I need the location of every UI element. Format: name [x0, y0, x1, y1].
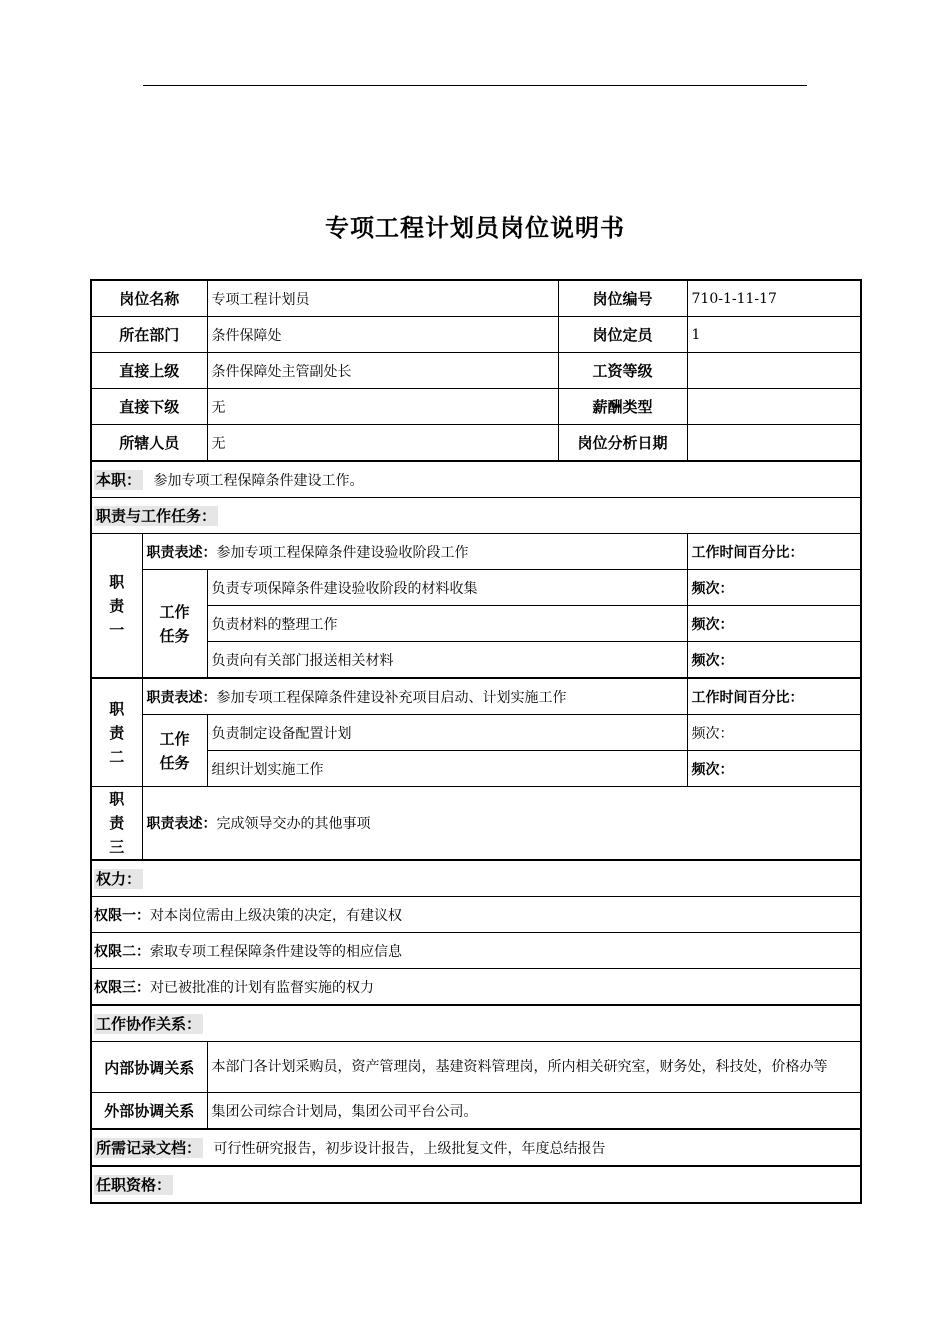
header-rule [143, 85, 807, 86]
pay-type-value [687, 389, 861, 425]
position-name-label: 岗位名称 [91, 280, 207, 317]
headcount-value: 1 [687, 317, 861, 353]
duty2-task1-frequency: 频次： [687, 715, 861, 751]
position-code-value: 710-1-11-17 [687, 280, 861, 317]
superior-label: 直接上级 [91, 353, 207, 389]
row-cooperation-header [91, 1005, 861, 1042]
core-duty-cell [91, 461, 861, 498]
duty1-task-label: 工作 任务 [142, 570, 207, 679]
row-qualification [91, 1166, 861, 1203]
row-superior [91, 353, 861, 389]
row-duty2-task1 [91, 715, 861, 751]
row-records [91, 1129, 861, 1166]
row-subordinate [91, 389, 861, 425]
authority-2-cell [91, 933, 861, 969]
department-value: 条件保障处 [207, 317, 558, 353]
authority-3-text: 对已被批准的计划有监督实施的权力 [150, 979, 374, 996]
superior-value: 条件保障处主管副处长 [207, 353, 558, 389]
duty2-task2: 组织计划实施工作 [207, 751, 687, 787]
duty2-task1: 负责制定设备配置计划 [207, 715, 687, 751]
row-position-name [91, 280, 861, 317]
qualification-cell [91, 1166, 861, 1203]
managed-label: 所辖人员 [91, 425, 207, 462]
job-description-table [90, 279, 862, 1204]
document-title: 专项工程计划员岗位说明书 [325, 214, 625, 242]
row-duty2-desc [91, 678, 861, 715]
subordinate-value: 无 [207, 389, 558, 425]
duty2-time-pct: 工作时间百分比： [687, 678, 861, 715]
analysis-date-label: 岗位分析日期 [558, 425, 687, 462]
managed-value: 无 [207, 425, 558, 462]
internal-coordination-label: 内部协调关系 [91, 1042, 207, 1093]
headcount-label: 岗位定员 [558, 317, 687, 353]
row-duties-header [91, 498, 861, 534]
row-duty1-task1 [91, 570, 861, 606]
position-name-value: 专项工程计划员 [207, 280, 558, 317]
row-duty1-task3 [91, 642, 861, 679]
row-external-coordination [91, 1093, 861, 1130]
row-authority-3 [91, 969, 861, 1006]
duty1-desc-label: 职责表述： [146, 544, 217, 561]
duty2-vertical-label: 职 责 二 [91, 678, 142, 787]
records-text: 可行性研究报告，初步设计报告，上级批复文件，年度总结报告 [213, 1141, 606, 1157]
department-label: 所在部门 [91, 317, 207, 353]
duty1-task1: 负责专项保障条件建设验收阶段的材料收集 [207, 570, 687, 606]
duty3-desc-label: 职责表述： [146, 816, 217, 832]
row-managed [91, 425, 861, 462]
duty1-task2-frequency: 频次： [687, 606, 861, 642]
duty1-time-pct: 工作时间百分比： [687, 534, 861, 570]
external-coordination-value: 集团公司综合计划局，集团公司平台公司。 [207, 1093, 861, 1130]
authority-3-label: 权限三： [94, 979, 150, 996]
records-cell [91, 1129, 861, 1166]
duty2-task2-frequency: 频次： [687, 751, 861, 787]
row-internal-coordination [91, 1042, 861, 1093]
salary-grade-label: 工资等级 [558, 353, 687, 389]
authority-1-text: 对本岗位需由上级决策的决定，有建议权 [150, 907, 402, 924]
core-duty-text: 参加专项工程保障条件建设工作。 [153, 473, 364, 489]
duty2-task-label: 工作 任务 [142, 715, 207, 787]
cooperation-header-cell [91, 1005, 861, 1042]
row-department [91, 317, 861, 353]
duty1-desc-cell [142, 534, 687, 570]
authority-2-text: 索取专项工程保障条件建设等的相应信息 [150, 943, 402, 960]
internal-coordination-value: 本部门各计划采购员，资产管理岗，基建资料管理岗，所内相关研究室，财务处，科技处，价格办等 [207, 1042, 861, 1093]
duty1-vertical-label: 职 责 一 [91, 534, 142, 679]
subordinate-label: 直接下级 [91, 389, 207, 425]
row-core-duty [91, 461, 861, 498]
position-code-label: 岗位编号 [558, 280, 687, 317]
duty1-desc-text: 参加专项工程保障条件建设验收阶段工作 [216, 544, 469, 561]
row-authority-1 [91, 897, 861, 933]
duty1-task2: 负责材料的整理工作 [207, 606, 687, 642]
row-duty1-task2 [91, 606, 861, 642]
qualification-label: 任职资格： [96, 1176, 172, 1194]
pay-type-label: 薪酬类型 [558, 389, 687, 425]
duty2-desc-label: 职责表述： [146, 689, 217, 706]
duty2-desc-cell [142, 678, 687, 715]
duty3-desc-cell [142, 787, 861, 861]
row-duty1-desc [91, 534, 861, 570]
row-duty2-task2 [91, 751, 861, 787]
duty1-task3-frequency: 频次： [687, 642, 861, 679]
duty2-desc-text: 参加专项工程保障条件建设补充项目启动、计划实施工作 [216, 689, 567, 706]
authority-header-label: 权力： [96, 870, 142, 888]
row-authority-header [91, 860, 861, 897]
authority-1-label: 权限一： [94, 907, 150, 924]
authority-header-cell [91, 860, 861, 897]
authority-3-cell [91, 969, 861, 1006]
duty1-task1-frequency: 频次： [687, 570, 861, 606]
records-label: 所需记录文档： [96, 1139, 202, 1157]
duty3-desc-text: 完成领导交办的其他事项 [216, 816, 371, 832]
external-coordination-label: 外部协调关系 [91, 1093, 207, 1130]
authority-2-label: 权限二： [94, 943, 150, 960]
row-duty3 [91, 787, 861, 861]
salary-grade-value [687, 353, 861, 389]
core-duty-label: 本职： [96, 471, 142, 489]
duties-header-cell [91, 498, 861, 534]
duties-header-label: 职责与工作任务： [96, 507, 217, 525]
cooperation-header-label: 工作协作关系： [96, 1015, 202, 1033]
authority-1-cell [91, 897, 861, 933]
row-authority-2 [91, 933, 861, 969]
duty1-task3: 负责向有关部门报送相关材料 [207, 642, 687, 679]
duty3-vertical-label: 职 责 三 [91, 787, 142, 861]
analysis-date-value [687, 425, 861, 462]
